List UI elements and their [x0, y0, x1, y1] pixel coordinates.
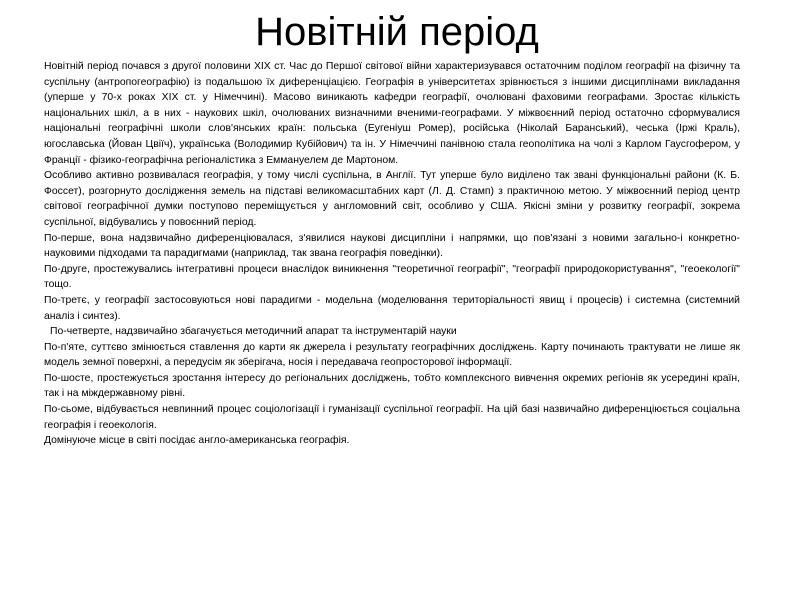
- paragraph-fourth: По-четверте, надзвичайно збагачується методичний апарат та інструментарій науки: [50, 326, 457, 338]
- paragraph-fifth: По-п'яте, суттєво змінюється ставлення до карти як джерела і результату географічних досліджень. Карту починають трактувати не лише як модель земної поверхні, а передусім як зберігача, носія і передавача геопросторової інформації.: [44, 341, 740, 369]
- slide-title: Новітній період: [255, 10, 539, 54]
- paragraph-second: По-друге, простежувались інтегративні процеси внаслідок виникнення "теоретичної географії", "географії природокористування", "геоекології" тощо.: [44, 263, 740, 291]
- paragraph-sixth: По-шосте, простежується зростання інтересу до регіональних досліджень, тобто комплексного вивчення окремих регіонів як усередині країн, так і на міждержавному рівні.: [44, 372, 740, 400]
- paragraph-newest-period: Новітній період почався з другої половини XIX ст. Час до Першої світової війни характеризувався остаточним поділом географії на фізичну та суспільну (антропогеографію) із подальшою їх диференціацією. Географія в університетах зрівнюється з іншими дисциплінами викладання (уперше у 70-х роках XIX ст. у Німеччині). Масово виникають кафедри географії, очолювані фаховими географами. Зростає кількість національних шкіл, а в них - наукових шкіл, очолюваних визначними вченими-географами. У міжвоєнний період остаточно сформувалися національні географічні школи слов'янських країн: польська (Еугеніуш Ромер), російська (Ніколай Баранський), чеська (Іржі Краль), югославська (Йован Цвіїч), українська (Володимир Кубійович) та ін. У Німеччині панівною стала геополітика на чолі з Карлом Гаусгофером, у Франції - фізико-географічна регіоналістика з Еммануелем де Мартоном.: [44, 61, 740, 166]
- paragraph-conclusion: Домінуюче місце в світі посідає англо-американська географія.: [44, 435, 350, 447]
- paragraph-first: По-перше, вона надзвичайно диференціювалася, з'явилися наукові дисципліни і напрямки, що пов'язані з новими загально-і конкретно- науковими підходами та парадигмами (наприклад, так звана географія поведінки).: [44, 232, 740, 260]
- paragraph-england: Особливо активно розвивалася географія, у тому числі суспільна, в Англії. Тут уперше було виділено так звані функціональні райони (К. Б. Фоссет), розгорнуто дослідження земель на підставі великомасштабних карт (Л. Д. Стамп) з практичною метою. У міжвоєнний період центр світової географічної думки поступово переміщується у англомовний світ, особливо у США. Якісні зміни у розвитку географії, зокрема суспільної, відбувались у повоєнний період.: [44, 170, 740, 228]
- paragraph-third: По-третє, у географії застосовуються нові парадигми - модельна (моделювання територіальності явищ і процесів) і системна (системний аналіз і синтез).: [44, 294, 740, 322]
- paragraph-seventh: По-сьоме, відбувається невпинний процес соціологізації і гуманізації суспільної географії. На цій базі назвичайно диференціюється соціальна географія і геоекологія.: [44, 404, 740, 431]
- slide-body: [44, 59, 740, 449]
